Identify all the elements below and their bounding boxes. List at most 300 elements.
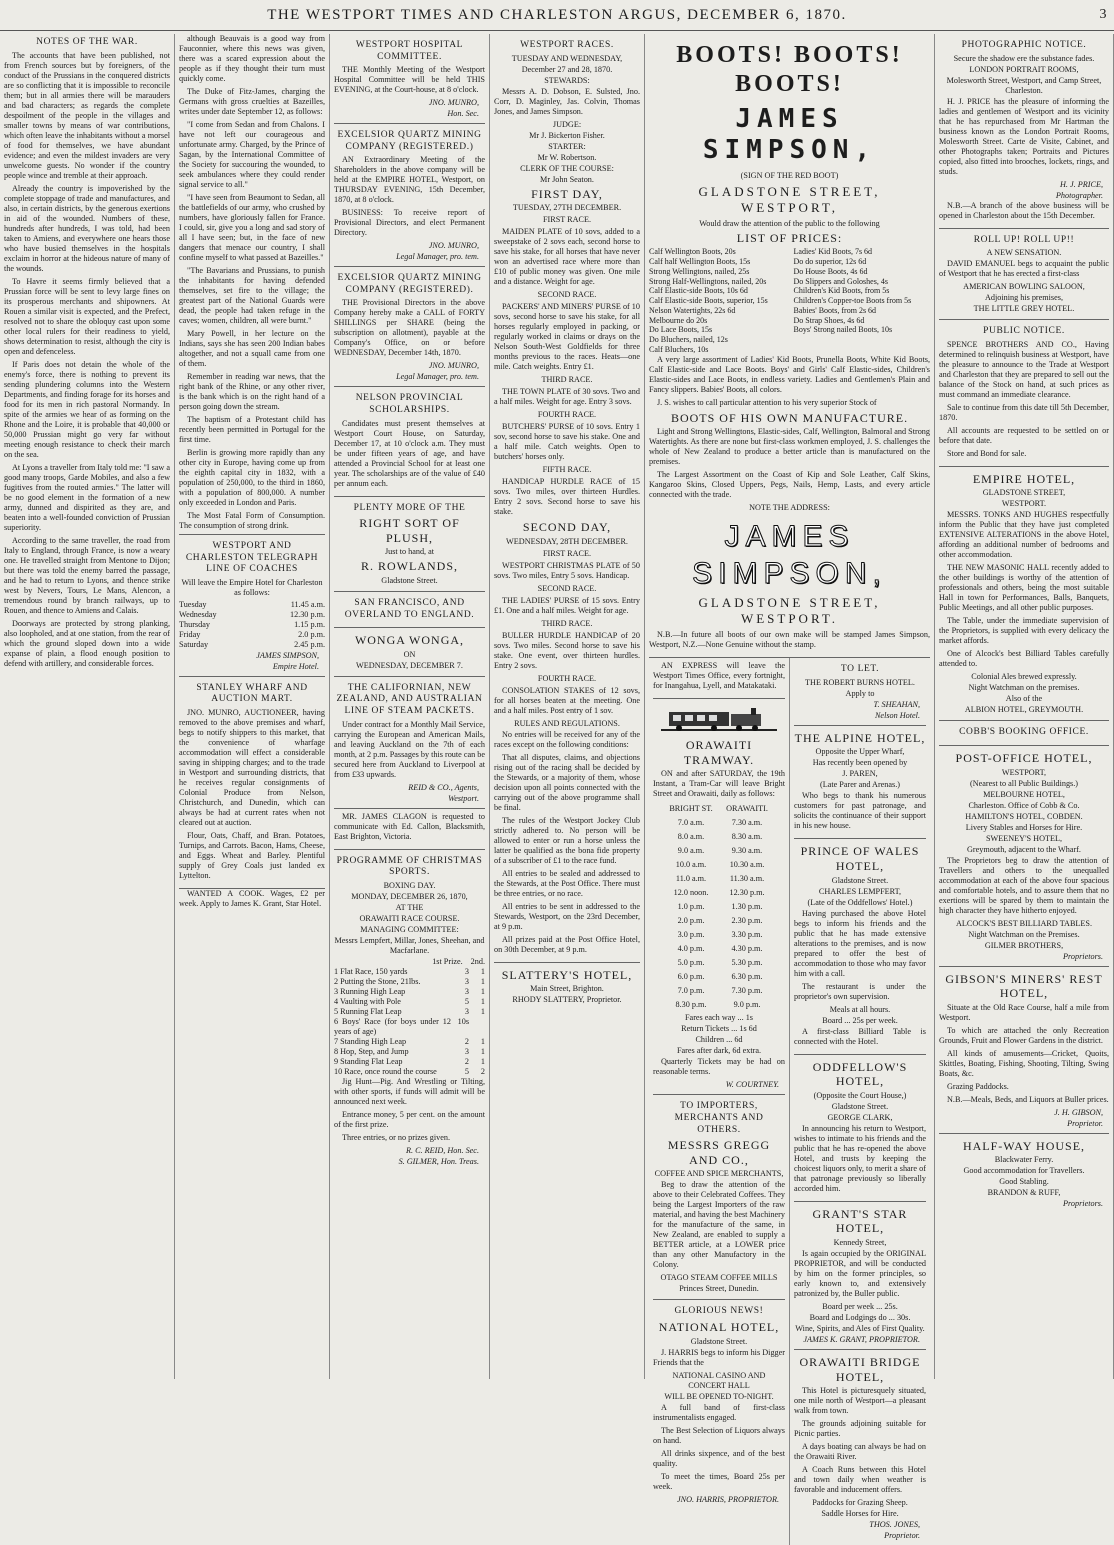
postoffice-night: Night Watchman on the Premises. [968, 929, 1080, 939]
hospital-body: THE Monthly Meeting of the Westport Hospital Committee will be held THIS EVENING, at the Court-house, at 8 o'clock. [334, 65, 485, 95]
bridge-ad [794, 1350, 926, 1545]
plush-name: R. ROWLANDS, [360, 559, 458, 574]
quartz-meeting-ad [334, 124, 485, 267]
price-item-ladies: Children's Kid Boots, from 5s [793, 286, 890, 296]
coach-time-row [179, 620, 325, 630]
coaches-intro: Will leave the Empire Hotel for Charleston as follows: [181, 577, 323, 597]
grant-board: Board per week ... 25s. [822, 1302, 898, 1312]
alpine-text: Who begs to thank his numerous customers for past patronage, and solicits the continuance of their support in his new house. [794, 791, 926, 831]
tram-departure-bright-st: 10.0 a.m. [675, 860, 707, 870]
grant-ad [794, 1202, 926, 1350]
postoffice-sign2: Proprietors. [1063, 951, 1103, 961]
red-boot-sign: (SIGN OF THE RED BOOT) [740, 170, 839, 180]
photo-ad [939, 34, 1109, 229]
photo-heading: PHOTOGRAPHIC NOTICE. [961, 40, 1087, 50]
oddfellow-ad [794, 1055, 926, 1202]
nb-note: N.B.—In future all boots of our own make will be stamped James Simpson, Westport, N.Z.—None Genuine without the stamp. [649, 630, 930, 650]
to-let-body: THE ROBERT BURNS HOTEL. [805, 677, 915, 687]
postoffice-ad [939, 746, 1109, 967]
grant-body: Is again occupied by the ORIGINAL PROPRIETOR, and will be conducted by him on the former principles, so early known to, and extensively patronized by, the Buller public. [794, 1249, 926, 1299]
national-drinks: All drinks sixpence, and of the best quality. [653, 1448, 785, 1468]
event-name: 2 Putting the Stone, 21lbs. [334, 976, 421, 986]
halfway-sub: Blackwater Ferry. [994, 1155, 1054, 1165]
public-notice-accounts: All accounts are requested to be settled on or before that date. [939, 425, 1109, 445]
tram-departure-orawaiti: 7.30 a.m. [731, 818, 763, 828]
prince-body: Having purchased the above Hotel begs to inform his friends and the public that he has made extensive alterations to the premises, and is now prepared to offer the best of accommodation to those who may favor him with a call. [794, 908, 926, 978]
page-number: 3 [1099, 7, 1108, 22]
event-prize-1: 2 [464, 1056, 469, 1066]
prince-late: (Late of the Oddfellows' Hotel.) [807, 897, 913, 907]
slattery-ad [494, 963, 640, 1011]
price-item-gents: Do Bluchers, nailed, 12s [649, 335, 728, 345]
lower-right [790, 658, 930, 1545]
race-title: FOURTH RACE. [537, 673, 597, 683]
prize2-head: 2nd. [470, 956, 485, 966]
rules-head: RULES AND REGULATIONS. [514, 718, 620, 728]
judge-head: JUDGE: [552, 119, 582, 129]
tram-departure-orawaiti: 9.30 a.m. [731, 846, 763, 856]
coaches-signature: JAMES SIMPSON, [256, 650, 319, 660]
quartz-sign: JNO. MUNRO, [428, 241, 479, 251]
nelson-ad [334, 387, 485, 496]
slattery-sign: RHODY SLATTERY, Proprietor. [512, 995, 622, 1005]
rule-paragraph: All prizes paid at the Post Office Hotel, on 30th December, at 9 p.m. [494, 934, 640, 954]
article-paragraph: The Duke of Fitz-James, charging the Germans with gross cruelties at Bazeilles, writes under date September 12, as follows: [179, 87, 325, 116]
express-ad [653, 658, 785, 699]
gregg-line: COFFEE AND SPICE MERCHANTS, [654, 1169, 784, 1179]
programme-day: BOXING DAY. [383, 880, 436, 890]
national-liquors: The Best Selection of Liquors always on hand. [653, 1425, 785, 1445]
judge: Mr J. Bickerton Fisher. [529, 130, 605, 140]
gibson-sign: J. H. GIBSON, [1054, 1107, 1103, 1117]
coaches-ad [179, 534, 325, 677]
race-title: THIRD RACE. [541, 618, 593, 628]
photo-text: H. J. PRICE has the pleasure of informing the ladies and gentlemen of Westport and its vicinity that he has repurchased from Mr Hartman the business known as the London Portrait Rooms, Molesworth Street. Carte de Visite, Cabinet, and other Photographs taken; Portraits and Pictures copied, also fitted into brooches, lockets, rings, and studs. [939, 96, 1109, 176]
event-prize-2: 1 [480, 1006, 485, 1016]
tram-timetable [653, 802, 785, 1012]
event-row [334, 997, 485, 1007]
coach-day: Friday [179, 629, 201, 639]
tram-departure-bright-st: 7.0 p.m. [677, 986, 705, 996]
war-paragraph: At Lyons a traveller from Italy told me: "I saw a good many troops, Garde Mobiles, and also a few fugitives from the routed armies." The latter will be no good element in the formation of a new army, dunned and dispirited as they are, and beaten into a well-founded conviction of Prussian superiority. [4, 462, 170, 532]
rollup-body: DAVID EMANUEL begs to acquaint the public of Westport that he has erected a first-class [939, 259, 1109, 279]
to-let-apply: Apply to [845, 688, 875, 698]
starter: Mr W. Robertson. [537, 152, 597, 162]
coach-time: 2.45 p.m. [294, 639, 325, 649]
postoffice-heading: POST-OFFICE HOTEL, [955, 750, 1093, 765]
event-name: 10 Race, once round the course [334, 1066, 437, 1076]
coach-time: 11.45 a.m. [290, 599, 325, 609]
tram-departure-bright-st: 11.0 a.m. [675, 874, 707, 884]
plush-body: RIGHT SORT OF PLUSH, [359, 516, 460, 545]
alpine-sub: Opposite the Upper Wharf, [815, 747, 905, 757]
wonga-on: ON [403, 649, 416, 659]
rollup-adj: Adjoining his premises, [984, 293, 1063, 303]
tram-departure-bright-st: 2.0 p.m. [677, 916, 705, 926]
postoffice-sub: (Nearest to all Public Buildings.) [969, 778, 1078, 788]
races-dates: December 27 and 28, 1870. [521, 64, 613, 74]
coach-time-row [179, 610, 325, 620]
clagon-body: MR. JAMES CLAGON is requested to communicate with Ed. Callon, Blacksmith, East Brighton, Victoria. [334, 811, 485, 841]
price-list [649, 247, 930, 354]
bridge-coach: A Coach Runs between this Hotel and town daily when weather is favorable and inducement offers. [794, 1465, 926, 1495]
tram-after-dark: Fares after dark, 6d extra. [676, 1046, 762, 1056]
programme-extra: Jig Hunt—Pig. And Wrestling or Tilting, with other sports, if funds will admit will be announced next week. [334, 1076, 485, 1106]
cook-ad: WANTED A COOK. Wages, £2 per week. Apply to James K. Grant, Star Hotel. [179, 888, 325, 908]
prince-board: Board ... 25s per week. [822, 1015, 898, 1025]
event-prize-2 [469, 1017, 485, 1037]
war-notes-heading: NOTES OF THE WAR. [36, 37, 138, 47]
coach-day: Wednesday [179, 609, 217, 619]
event-row [334, 977, 485, 987]
tram-fares: Fares each way ... 1s [685, 1013, 753, 1023]
article-paragraph: Mary Powell, in her lecture on the Indians, says she has seen 200 Indian babes altogether, and not a squall came from one of them. [179, 329, 325, 368]
alpine-body: Has recently been opened by [812, 758, 908, 768]
bridge-paddocks: Paddocks for Grazing Sheep. [812, 1498, 908, 1508]
importers-heading: TO IMPORTERS, MERCHANTS AND OTHERS. [674, 1101, 764, 1135]
event-prize-1: 3 [464, 976, 469, 986]
event-prize-2: 1 [480, 976, 485, 986]
masthead-title: THE WESTPORT TIMES AND CHARLESTON ARGUS, DECEMBER 6, 1870. [267, 6, 847, 23]
tram-departure-bright-st: 5.0 p.m. [677, 958, 705, 968]
tram-departure-bright-st: 12.0 noon. [673, 888, 709, 898]
event-row [334, 1007, 485, 1017]
event-prize-1: 3 [464, 1006, 469, 1016]
empire-porter: Night Watchman on the premises. [968, 683, 1080, 693]
article-paragraph: The Most Fatal Form of Consumption. The consumption of strong drink. [179, 511, 325, 530]
price-item-ladies: Children's Copper-toe Boots from 5s [793, 296, 912, 306]
race-title: FOURTH RACE. [537, 410, 597, 420]
programme-heading: PROGRAMME OF CHRISTMAS SPORTS. [336, 855, 483, 878]
to-let-sign2: Nelson Hotel. [874, 710, 920, 720]
gregg-mills: OTAGO STEAM COFFEE MILLS [660, 1273, 778, 1283]
event-row [334, 987, 485, 997]
quartz2-heading: EXCELSIOR QUARTZ MINING COMPANY (REGISTERED). [337, 273, 482, 295]
empire-ales: Colonial Ales brewed expressly. [971, 672, 1077, 682]
tram-departure-orawaiti: 1.30 p.m. [731, 902, 763, 912]
prince-name: CHARLES LEMPFERT, [818, 886, 902, 896]
tram-departure-bright-st: 4.0 p.m. [677, 944, 705, 954]
wonga-date: WEDNESDAY, DECEMBER 7. [356, 660, 463, 670]
event-row [334, 1037, 485, 1047]
event-row [334, 967, 485, 977]
stanley-body: JNO. MUNRO, AUCTIONEER, having removed to the above premises and wharf, begs to notify shippers to this market, that the convenience of wharfage accommodation will effect a considerable saving in shipping charges; and to the trade in Westport and surrounding districts, that he receives regular consignments of Colonial Produce from Nelson, Christchurch, and Dunedin, which can always be had at current rates when not cleared out at auction. [179, 707, 325, 827]
californian-heading: THE CALIFORNIAN, NEW ZEALAND, AND AUSTRALIAN LINE OF STEAM PACKETS. [336, 682, 483, 717]
stewards-head: STEWARDS: [544, 75, 590, 85]
postoffice-sign: GILMER BROTHERS, [984, 940, 1064, 950]
race-title: FIFTH RACE. [542, 465, 592, 475]
quartz-call-ad [334, 267, 485, 387]
rule-paragraph: No entries will be received for any of the races except on the following conditions: [494, 729, 640, 749]
event-prize-2: 1 [480, 1036, 485, 1046]
day2-date: WEDNESDAY, 28TH DECEMBER. [506, 536, 628, 546]
tram-car-icon [659, 706, 779, 734]
price-item-gents: Do Lace Boots, 15s [649, 325, 713, 335]
war-paragraph: According to the same traveller, the road from Italy to England, through France, is now a weary one. He travelled straight from Mentone to Dijon; but there was told the enemy barred the passage, and he had to return to Lyons, and thence strike west by Nevers, Tours, Le Mans, Alencon, a tremendous round by branch railways, up to Rouen, and thence to Amiens and Calais. [4, 535, 170, 615]
tram-departure-orawaiti: 11.30 a.m. [729, 874, 765, 884]
national-meet: To meet the times, Board 25s per week. [653, 1471, 785, 1491]
tram-departure-bright-st: 8.0 a.m. [677, 832, 705, 842]
tram-return: Return Tickets ... 1s 6d [681, 1024, 757, 1034]
bridge-heading: ORAWAITI BRIDGE HOTEL, [799, 1355, 921, 1384]
national-sign: JNO. HARRIS, PROPRIETOR. [677, 1494, 779, 1504]
clagon-ad [334, 809, 485, 850]
coach-time-row [179, 600, 325, 610]
prince-ad [794, 839, 926, 1054]
event-row [334, 1057, 485, 1067]
prince-rest: The restaurant is under the proprietor's own supervision. [794, 981, 926, 1001]
races-dates-head: TUESDAY AND WEDNESDAY, [511, 53, 623, 63]
tram-departure-orawaiti: 8.30 a.m. [731, 832, 763, 842]
empire-hall: THE NEW MASONIC HALL recently added to the other buildings is worthy of the attention of professionals and others, being the most suitable Hall in town for Performances, Balls, Banquets, Public Meetings, and all other public purposes. [939, 563, 1109, 613]
oddfellow-street: Gladstone Street. [831, 1101, 889, 1111]
event-name: 4 Vaulting with Pole [334, 996, 401, 1006]
event-prize-1: 3 [464, 986, 469, 996]
grant-lodging: Board and Lodgings do ... 30s. [809, 1313, 911, 1323]
californian-body: Under contract for a Monthly Mail Service, carrying the European and American Mails, and leaving Auckland on the 7th of each month, at 2 p.m. Passages by this route can be secured here from Auckland to Liverpool at from £33 upwards. [334, 719, 485, 779]
war-paragraph: If Paris does not detain the whole of the enemy's force, there is nothing to prevent its sending plundering columns into the Western Departments, and finding forage for its horses and food for its men in rich pastoral Normandy. In spite of the armies we hear of as forming on the Rhone and the Loire, it is probable that 40,000 or 50,000 Prussian might go very far without meeting enough resistance to check their march on the sea. [4, 359, 170, 459]
clerk-head: CLERK OF THE COURSE: [520, 163, 614, 173]
tram-departure-bright-st: 3.0 p.m. [677, 930, 705, 940]
prince-heading: PRINCE OF WALES HOTEL, [800, 844, 920, 873]
lower-left [649, 658, 790, 1545]
tram-departure-bright-st: 1.0 p.m. [677, 902, 705, 912]
coaches-signature-place: Empire Hotel. [272, 661, 319, 671]
column-races [490, 34, 645, 1379]
sweeney-greymouth: Greymouth, adjacent to the Wharf. [967, 844, 1081, 854]
day1-races [494, 215, 640, 517]
programme-sign: R. C. REID, Hon. Sec. [406, 1145, 479, 1155]
event-prize-2: 1 [480, 1056, 485, 1066]
empire-albion: ALBION HOTEL, GREYMOUTH. [964, 705, 1084, 715]
article-paragraph: although Beauvais is a good way from Fauconnier, where this news was given, there was a scared expression about the people as if they thought their turn must quickly come. [179, 34, 325, 83]
event-name: 7 Standing High Leap [334, 1036, 407, 1046]
coach-time-row [179, 630, 325, 640]
national-band: A full band of first-class instrumentalists engaged. [653, 1402, 785, 1422]
photo-sign2: Photographer. [1055, 190, 1103, 200]
programme-place: ORAWAITI RACE COURSE. [359, 913, 460, 923]
event-prize-2: 2 [480, 1066, 485, 1076]
event-name: 5 Running Flat Leap [334, 1006, 402, 1016]
event-prize-2: 1 [480, 996, 485, 1006]
event-name: 6 Boys' Race (for boys under 12 years of age) [334, 1016, 451, 1036]
gibson-body: Situate at the Old Race Course, half a mile from Westport. [939, 1002, 1109, 1022]
boots-headline: BOOTS! BOOTS! BOOTS! [676, 42, 903, 98]
tram-sign: W. COURTNEY. [725, 1080, 779, 1090]
quartz2-sign2: Legal Manager, pro. tem. [396, 372, 479, 382]
nelson-heading: NELSON PROVINCIAL SCHOLARSHIPS. [355, 393, 464, 416]
empire-body: MESSRS. TONKS AND HUGHES respectfully inform the Public that they have just completed EXTENSIVE ALTERATIONS in the above Hotel, affording an additional number of bedrooms and other accommodation. [939, 510, 1109, 560]
race-title: THIRD RACE. [541, 375, 593, 385]
event-name: 8 Hop, Step, and Jump [334, 1046, 409, 1056]
alpine-name: J. PAREN, [842, 769, 878, 779]
rollup-grey: THE LITTLE GREY HOTEL. [973, 304, 1075, 314]
race-title: FIRST RACE. [542, 548, 592, 558]
column-six [935, 34, 1114, 1379]
war-paragraph: Doorways are protected by strong planking, also loopholed, and at one station, from the rear of which the ground sloped down into a wide expanse of plain, a flood enough position to defend with artillery, and considerable forces. [4, 618, 170, 668]
day1-date: TUESDAY, 27TH DECEMBER. [512, 203, 622, 213]
cobbs-ad [939, 721, 1109, 746]
coach-time: 2.0 p.m. [298, 629, 325, 639]
races-heading: WESTPORT RACES. [520, 40, 614, 50]
plush-street: Gladstone Street. [381, 576, 438, 586]
gibson-ad [939, 967, 1109, 1134]
programme-at: AT THE [395, 902, 424, 912]
race-description: MAIDEN PLATE of 10 sovs, added to a sweepstake of 2 sovs each, second horse to save his stake, for all horses that have never won an advertised race where more than £10 of public money was given. One mile and a distance. Weight for age. [494, 227, 640, 287]
coach-day: Thursday [179, 619, 210, 629]
tram-departure-orawaiti: 5.30 p.m. [731, 958, 763, 968]
coach-time: 1.15 p.m. [294, 619, 325, 629]
article-paragraph: Remember in reading war news, that the right bank of the Rhine, or any other river, is the bank which is on the right hand of a person going down the stream. [179, 372, 325, 411]
programme-date: MONDAY, DECEMBER 26, 1870, [351, 891, 468, 901]
tram-departure-orawaiti: 6.30 p.m. [731, 972, 763, 982]
tram-col-head: ORAWAITI. [726, 804, 768, 814]
melbourne-hotel: MELBOURNE HOTEL, [983, 789, 1065, 799]
national-concert: NATIONAL CASINO AND CONCERT HALL [672, 1370, 766, 1390]
public-notice-body: SPENCE BROTHERS AND CO., Having determined to relinquish business at Westport, have the pleasure to announce to the Trade at Westport and Charleston that they are prepared to sell out the balance of the Stock on hand, at such prices as must command an immediate clearance. [939, 339, 1109, 399]
event-name: 3 Running High Leap [334, 986, 406, 996]
bridge-body: This Hotel is picturesquely situated, one mile north of Westport—a pleasant walk from town. [794, 1386, 926, 1416]
rule-paragraph: All entries to be sent in addressed to the Stewards, Westport, on the 23rd December, at 9 p.m. [494, 901, 640, 931]
prices-heading: LIST OF PRICES: [736, 230, 843, 245]
price-item-gents: Nelson Watertights, 22s 6d [649, 305, 736, 315]
programme-events [334, 967, 485, 1077]
event-row [334, 1017, 485, 1037]
to-let-sign: T. SHEAHAN, [873, 699, 920, 709]
quartz-heading: EXCELSIOR QUARTZ MINING COMPANY (REGISTERED.) [337, 130, 482, 152]
clerk: Mr John Seaton. [540, 174, 594, 184]
tram-departure-orawaiti: 2.30 p.m. [731, 916, 763, 926]
simpson-name: JAMES SIMPSON, [702, 103, 877, 166]
plush-ad [334, 497, 485, 592]
programme-three: Three entries, or no prizes given. [342, 1132, 450, 1142]
postoffice-town: WESTPORT, [1001, 767, 1047, 777]
price-item-gents: Strong Half-Wellingtons, nailed, 20s [649, 276, 767, 286]
bridge-sign2: Proprietor. [884, 1531, 920, 1541]
lower-ads [649, 658, 930, 1545]
leather: The Largest Assortment on the Coast of Kip and Sole Leather, Calf Skins, Kangaroo Skins, Closed Uppers, Pegs, Nails, Hemp, Lasts, and every article connected with the trade. [649, 470, 930, 500]
public-notice-ad [939, 320, 1109, 467]
article-paragraph: Berlin is growing more rapidly than any other city in Europe, having come up from the eighth capital city in 1832, with a population of 250,000, to the third in 1860, with a population of 800,000. A number only exceeded in London and Paris. [179, 448, 325, 507]
races-ad [494, 34, 640, 963]
price-item-gents: Calf Elastic-side Boots, 10s 6d [649, 286, 748, 296]
slattery-heading: SLATTERY'S HOTEL, [501, 967, 633, 982]
price-item-ladies [794, 345, 931, 355]
simpson-name-outline: JAMES SIMPSON, [692, 520, 887, 590]
event-prize-1: 5 [464, 996, 469, 1006]
price-item-gents: Calf Elastic-side Boots, superior, 15s [649, 296, 768, 306]
stanley-goods: Flour, Oats, Chaff, and Bran. Potatoes, Turnips, and Carrots. Bacon, Hams, Cheese, and Eggs. Wheat and Barley. Plentiful supply of Grey Coals just landed ex Lyttelton. [179, 830, 325, 880]
tram-departure-orawaiti: 12.30 p.m. [729, 888, 765, 898]
halfway-ad [939, 1134, 1109, 1214]
prince-meals: Meals at all hours. [829, 1004, 891, 1014]
cobbs-heading: COBB'S BOOKING OFFICE. [959, 727, 1089, 738]
halfway-heading: HALF-WAY HOUSE, [962, 1138, 1086, 1153]
simpson-boots-ad [649, 34, 930, 658]
tram-departure-bright-st: 6.0 p.m. [677, 972, 705, 982]
programme-col-heads [334, 957, 485, 967]
simpson-street2: GLADSTONE STREET, WESTPORT. [698, 595, 881, 627]
price-item-gents: Calf Bluchers, 10s [649, 344, 709, 354]
photo-body: Secure the shadow ere the substance fades. [953, 53, 1095, 63]
tram-departure-orawaiti: 4.30 p.m. [731, 944, 763, 954]
programme-treas: S. GILMER, Hon. Treas. [398, 1156, 479, 1166]
race-description: THE TOWN PLATE of 30 sovs. Two and a half miles. Weight for age. Entry 3 sovs. [494, 387, 640, 407]
gibson-grazing: Grazing Paddocks. [947, 1081, 1009, 1091]
photo-nb: N.B.—A branch of the above business will be opened in Charleston about the 15th December. [939, 200, 1109, 220]
simpson-intro: Would draw the attention of the public to the following [699, 218, 880, 228]
coach-timetable [179, 600, 325, 650]
glorious-heading: GLORIOUS NEWS! [674, 1306, 764, 1317]
national-body: J. HARRIS begs to inform his Digger Friends that the [653, 1347, 785, 1367]
hospital-ad [334, 34, 485, 124]
halfway-body: Good accommodation for Travellers. [963, 1166, 1085, 1176]
tram-departure-orawaiti: 9.0 p.m. [733, 1000, 761, 1010]
event-prize-1: 5 [464, 1066, 469, 1076]
race-description: HANDICAP HURDLE RACE of 15 sovs. Two miles, over thirteen Hurdles. Entry 2 sovs. Second horse to save his stake. [494, 477, 640, 517]
event-row [334, 1047, 485, 1057]
race-rules [494, 730, 640, 955]
gibson-games: All kinds of amusements—Cricket, Quoits, Skittles, Boating, Fishing, Shooting, Tilting, Swing Boats, &c. [939, 1048, 1109, 1078]
oddfellow-name: GEORGE CLARK, [827, 1112, 893, 1122]
tram-departure-orawaiti: 10.30 a.m. [729, 860, 765, 870]
express-body: AN EXPRESS will leave the Westport Times Office, every fortnight, for Inangahua, Lyell, and Matakataki. [653, 661, 785, 691]
bridge-boating: A days boating can always be had on the Orawaiti River. [794, 1442, 926, 1462]
price-item-ladies: Boys' Strong nailed Boots, 10s [793, 325, 893, 335]
melbourne-charleston: Charleston. Office of Cobb & Co. [968, 800, 1080, 810]
empire-table: The Table, under the immediate supervision of the Proprietors, is supplied with every delicacy the market affords. [939, 616, 1109, 646]
californian-ad [334, 677, 485, 809]
postoffice-body: The Proprietors beg to draw the attention of Travellers and others to the unequalled accommodation at each of the above four spacious and comfortable hotels, and to assure them that no exertions will be spared by them to maintain the high character they have hitherto enjoyed. [939, 855, 1109, 915]
gregg-street: Princes Street, Dunedin. [679, 1284, 759, 1294]
address-note: NOTE THE ADDRESS: [749, 503, 830, 513]
event-prize-1: 2 [464, 1036, 469, 1046]
race-description: CONSOLATION STAKES of 12 sovs, for all horses beaten at the meeting. One and a half miles. Post entry of 1 sov. [494, 685, 640, 715]
gibson-nb: N.B.—Meals, Beds, and Liquors at Buller prices. [947, 1094, 1109, 1104]
gibson-heading: GIBSON'S MINERS' REST HOTEL, [945, 971, 1103, 1001]
price-item-ladies: Babies' Boots, from 2s 6d [793, 305, 877, 315]
own-intro: J. S. wishes to call particular attention to his very superior Stock of [657, 397, 877, 407]
alpine-ad [794, 726, 926, 840]
sweeney-hotel: SWEENEY'S HOTEL, [985, 833, 1063, 843]
tram-departure-bright-st: 9.0 a.m. [677, 846, 705, 856]
war-paragraph: The accounts that have been published, not from French sources but by foreigners, of the conduct of the Prussians in the conquered districts are so conflicting that it is impossible to reconcile them; but in all armies there will be marauders and bad characters; as regards the complete despoilment of the people in the villages and smaller towns by means of war contributions, which often leave the inhabitants without a morsel of food for themselves, we have abundant evidence; and even the mildest invaders are very unwelcome guests. No wonder if the country people wince and tremble at their approach. [4, 50, 170, 180]
californian-sign: REID & CO., Agents, [408, 782, 479, 792]
quartz-body: AN Extraordinary Meeting of the Shareholders in the above company will be held at the EMPIRE HOTEL, Westport, on THURSDAY EVENING, 15th December, 1870, at 8 o'clock. [334, 155, 485, 205]
programme-entrance: Entrance money, 5 per cent. on the amount of the first prize. [334, 1109, 485, 1129]
stanley-ad [179, 677, 325, 889]
column-three [330, 34, 490, 1379]
price-item-ladies: Do House Boots, 4s 6d [793, 266, 868, 276]
tramway-body: ON and after SATURDAY, the 19th Instant, a Tram-Car will leave Bright Street and Orawaiti, daily as follows: [653, 769, 785, 799]
event-name: 1 Flat Race, 150 yards [334, 966, 408, 976]
day1-heading: FIRST DAY, [531, 186, 603, 201]
empire-billiards: One of Alcock's best Billiard Tables carefully attended to. [939, 649, 1109, 669]
tram-departure-bright-st: 7.0 a.m. [677, 818, 705, 828]
empire-also: Also of the [1005, 694, 1043, 704]
day2-races [494, 549, 640, 716]
wonga-ad [334, 628, 485, 677]
own-heading: BOOTS OF HIS OWN MANUFACTURE. [670, 410, 909, 425]
photo-street: Molesworth Street, Westport, and Camp Street, Charleston. [946, 75, 1102, 95]
tram-departure-bright-st: 8.30 p.m. [675, 1000, 707, 1010]
slattery-street: Main Street, Brighton. [530, 984, 604, 994]
coach-time: 12.30 p.m. [289, 609, 325, 619]
rollup-ad [939, 229, 1109, 321]
race-description: BULLER HURDLE HANDICAP of 20 sovs. Two miles. Second horse to save his stake. One event, over thirteen hurdles. Entry 2 sovs. [494, 630, 640, 670]
race-title: SECOND RACE. [537, 583, 597, 593]
coach-day: Tuesday [179, 599, 207, 609]
